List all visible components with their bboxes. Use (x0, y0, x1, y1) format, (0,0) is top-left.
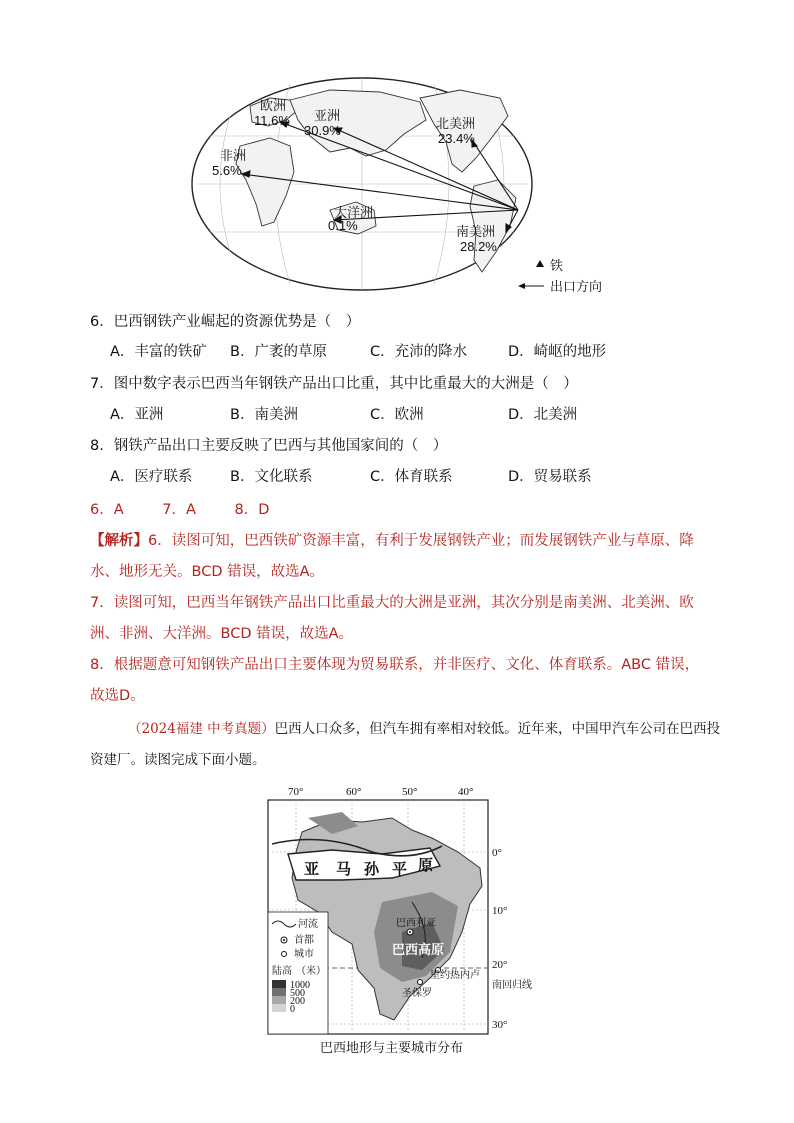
legend-level-0: 0 (290, 1004, 295, 1015)
q6-option-c: C．充沛的降水 (370, 344, 468, 360)
world-map (190, 76, 610, 296)
pct-north-america: 23.4% (438, 131, 475, 146)
explanation-7: 7．读图可知，巴西当年钢铁产品出口比重最大的大洲是亚洲，其次分别是南美洲、北美洲、欧洲、非洲、大洋洲。BCD 错误，故选A。 (90, 595, 694, 642)
pct-oceania: 0.1% (328, 218, 358, 233)
q6-option-b: B．广袤的草原 (230, 344, 327, 360)
legend-river: 河流 (298, 919, 318, 930)
label-africa: 非洲 (220, 148, 247, 163)
amazon-char-5: 原 (418, 857, 434, 874)
q7-option-c: C．欧洲 (370, 407, 424, 423)
lon-70: 70° (288, 786, 304, 798)
legend-iron: 铁 (550, 258, 564, 273)
answer-key (90, 498, 303, 519)
legend-level-500: 500 (290, 988, 305, 999)
amazon-char-3: 孙 (364, 861, 380, 878)
lon-50: 50° (402, 786, 418, 798)
pct-africa: 5.6% (212, 163, 242, 178)
question-6-stem: 6．巴西钢铁产业崛起的资源优势是（ ） (90, 314, 361, 330)
pct-asia: 30.9% (304, 123, 341, 138)
q7-option-b: B．南美洲 (230, 407, 298, 423)
q8-option-b: B．文化联系 (230, 469, 313, 485)
intro-text: 巴西人口众多，但汽车拥有率相对较低。近年来，中国甲汽车公司在巴西投资建厂。读图完成下面小题。 (90, 721, 721, 768)
city-brasilia: 巴西利亚 (396, 918, 436, 929)
q7-option-d: D．北美洲 (508, 407, 578, 423)
explanation-8: 8．根据题意可知钢铁产品出口主要体现为贸易联系，并非医疗、文化、体育联系。ABC 错误，故选D。 (90, 657, 700, 704)
q8-option-c: C．体育联系 (370, 469, 453, 485)
pct-europe: 11.6% (254, 113, 290, 128)
legend-level-1000: 1000 (290, 980, 310, 991)
amazon-char-2: 马 (336, 861, 352, 878)
q8-option-d: D．贸易联系 (508, 469, 592, 485)
brazil-plateau-label: 巴西高原 (392, 942, 445, 957)
lat-30: 30° (492, 1019, 508, 1031)
capital-legend-icon (283, 939, 285, 941)
brazil-map-caption: 巴西地形与主要城市分布 (320, 1040, 464, 1055)
label-asia: 亚洲 (314, 108, 341, 123)
world-map-figure (190, 76, 610, 296)
legend-capital: 首都 (294, 935, 314, 946)
label-north-america: 北美洲 (436, 116, 476, 131)
amazon-char-4: 平 (392, 861, 408, 878)
explanation-6-text: 6．读图可知，巴西铁矿资源丰富，有利于发展钢铁产业；而发展钢铁产业与草原、降水、地形无关。BCD 错误，故选A。 (90, 533, 694, 580)
legend-city: 城市 (294, 949, 314, 960)
saopaulo-marker-icon (418, 980, 423, 985)
city-rio: 里约热内卢 (430, 970, 480, 981)
label-europe: 欧洲 (260, 98, 287, 113)
question-intro (90, 714, 730, 776)
q6-option-d: D．崎岖的地形 (508, 344, 607, 360)
lon-40: 40° (458, 786, 474, 798)
lat-10: 10° (492, 905, 508, 917)
legend-level-200: 200 (290, 996, 305, 1007)
explanation-6 (90, 526, 710, 588)
answer-8: 8．D (234, 502, 270, 518)
intro-source: （2024福建 中考真题） (128, 721, 275, 737)
legend-export: 出口方向 (550, 279, 603, 294)
brazil-map-figure (262, 782, 552, 1062)
question-8-stem: 8．钢铁产品出口主要反映了巴西与其他国家间的（ ） (90, 438, 448, 454)
lat-20: 20° (492, 959, 508, 971)
iron-triangle-icon (536, 260, 544, 267)
label-south-america: 南美洲 (456, 224, 496, 239)
capital-marker-icon (409, 931, 411, 933)
amazon-char-1: 亚 (304, 861, 320, 878)
q8-option-a: A．医疗联系 (110, 469, 193, 485)
lon-60: 60° (346, 786, 362, 798)
question-7-stem: 7．图中数字表示巴西当年钢铁产品出口比重，其中比重最大的大洲是（ ） (90, 376, 578, 392)
answer-6: 6．A (90, 502, 124, 518)
answer-7: 7．A (162, 502, 196, 518)
legend-elev-title: 陆高 (272, 966, 292, 977)
brazil-map (262, 782, 552, 1062)
city-legend-icon (282, 952, 287, 957)
legend-elev-unit: （米） (296, 966, 326, 977)
explanation-tag: 【解析】 (90, 533, 148, 549)
label-oceania: 大洋洲 (334, 205, 374, 220)
city-saopaulo: 圣保罗 (402, 988, 432, 999)
tropic-label: 南回归线 (492, 980, 532, 991)
q6-option-a: A．丰富的铁矿 (110, 344, 207, 360)
q7-option-a: A．亚洲 (110, 407, 164, 423)
pct-south-america: 28.2% (460, 239, 497, 254)
lat-0: 0° (492, 847, 502, 859)
